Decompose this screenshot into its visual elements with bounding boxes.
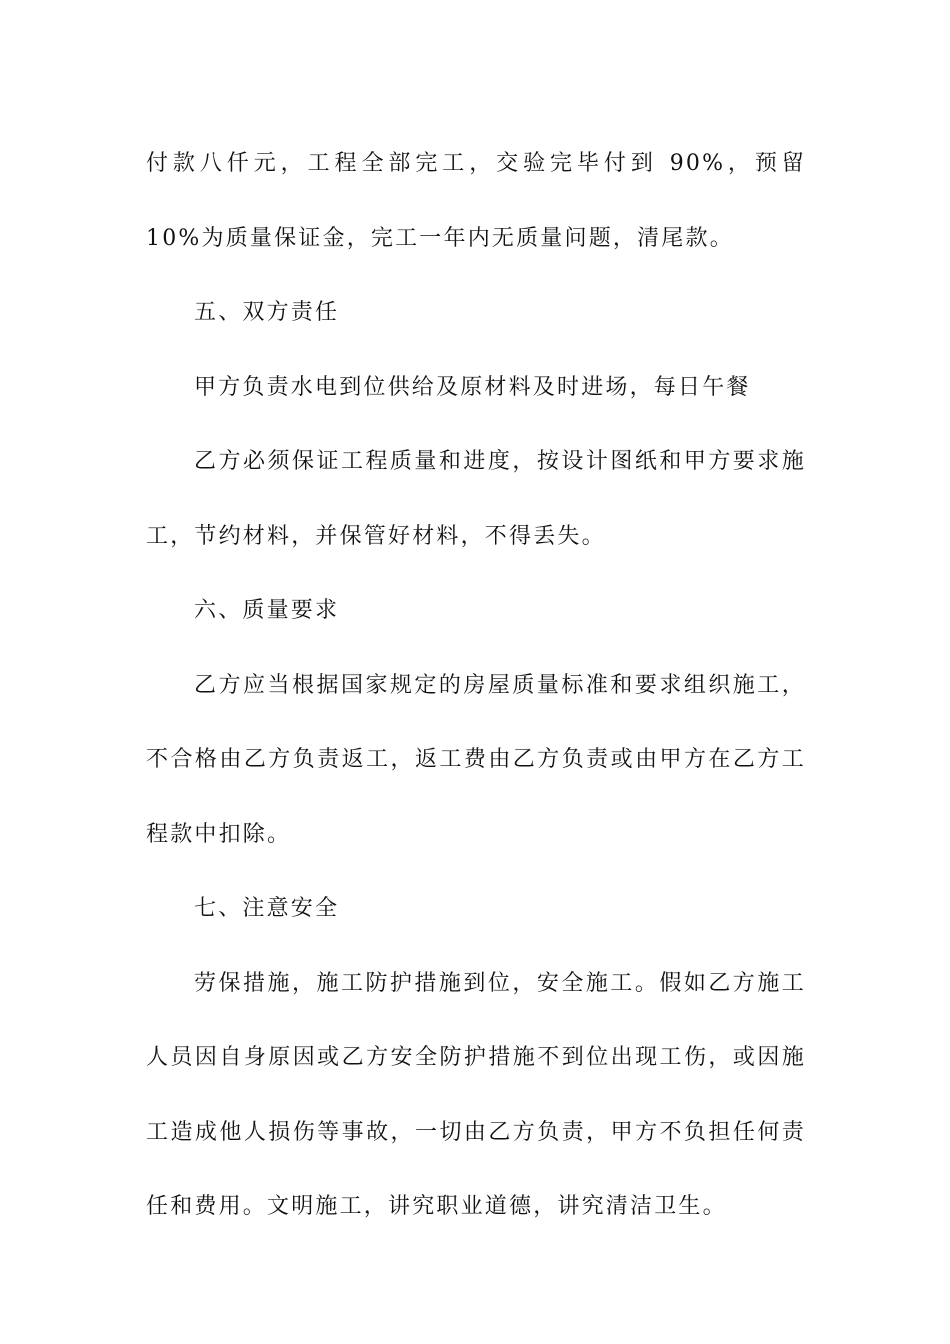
document-body xyxy=(146,127,806,1245)
paragraph-party-a-duties: 甲方负责水电到位供给及原材料及时进场，每日午餐 xyxy=(194,374,751,400)
paragraph-quality-requirements: 乙方应当根据国家规定的房屋质量标准和要求组织施工，不合格由乙方负责返工，返工费由乙方负责或由甲方在乙方工程款中扣除。 xyxy=(146,672,806,847)
heading-quality-requirements: 六、质量要求 xyxy=(194,598,340,623)
paragraph-party-b-duties: 乙方必须保证工程质量和进度，按设计图纸和甲方要求施工，节约材料，并保管好材料，不得丢失。 xyxy=(146,449,806,549)
paragraph-safety: 劳保措施，施工防护措施到位，安全施工。假如乙方施工人员因自身原因或乙方安全防护措施不到位出现工伤，或因施工造成他人损伤等事故，一切由乙方负责，甲方不负担任何责任和费用。文明施工，讲究职业道德，讲究清洁卫生。 xyxy=(146,970,806,1219)
heading-safety: 七、注意安全 xyxy=(194,896,340,921)
heading-mutual-responsibilities: 五、双方责任 xyxy=(194,300,340,325)
paragraph-payment-terms: 付款八仟元，工程全部完工，交验完毕付到 90%，预留 10%为质量保证金，完工一年内无质量问题，清尾款。 xyxy=(146,151,806,251)
